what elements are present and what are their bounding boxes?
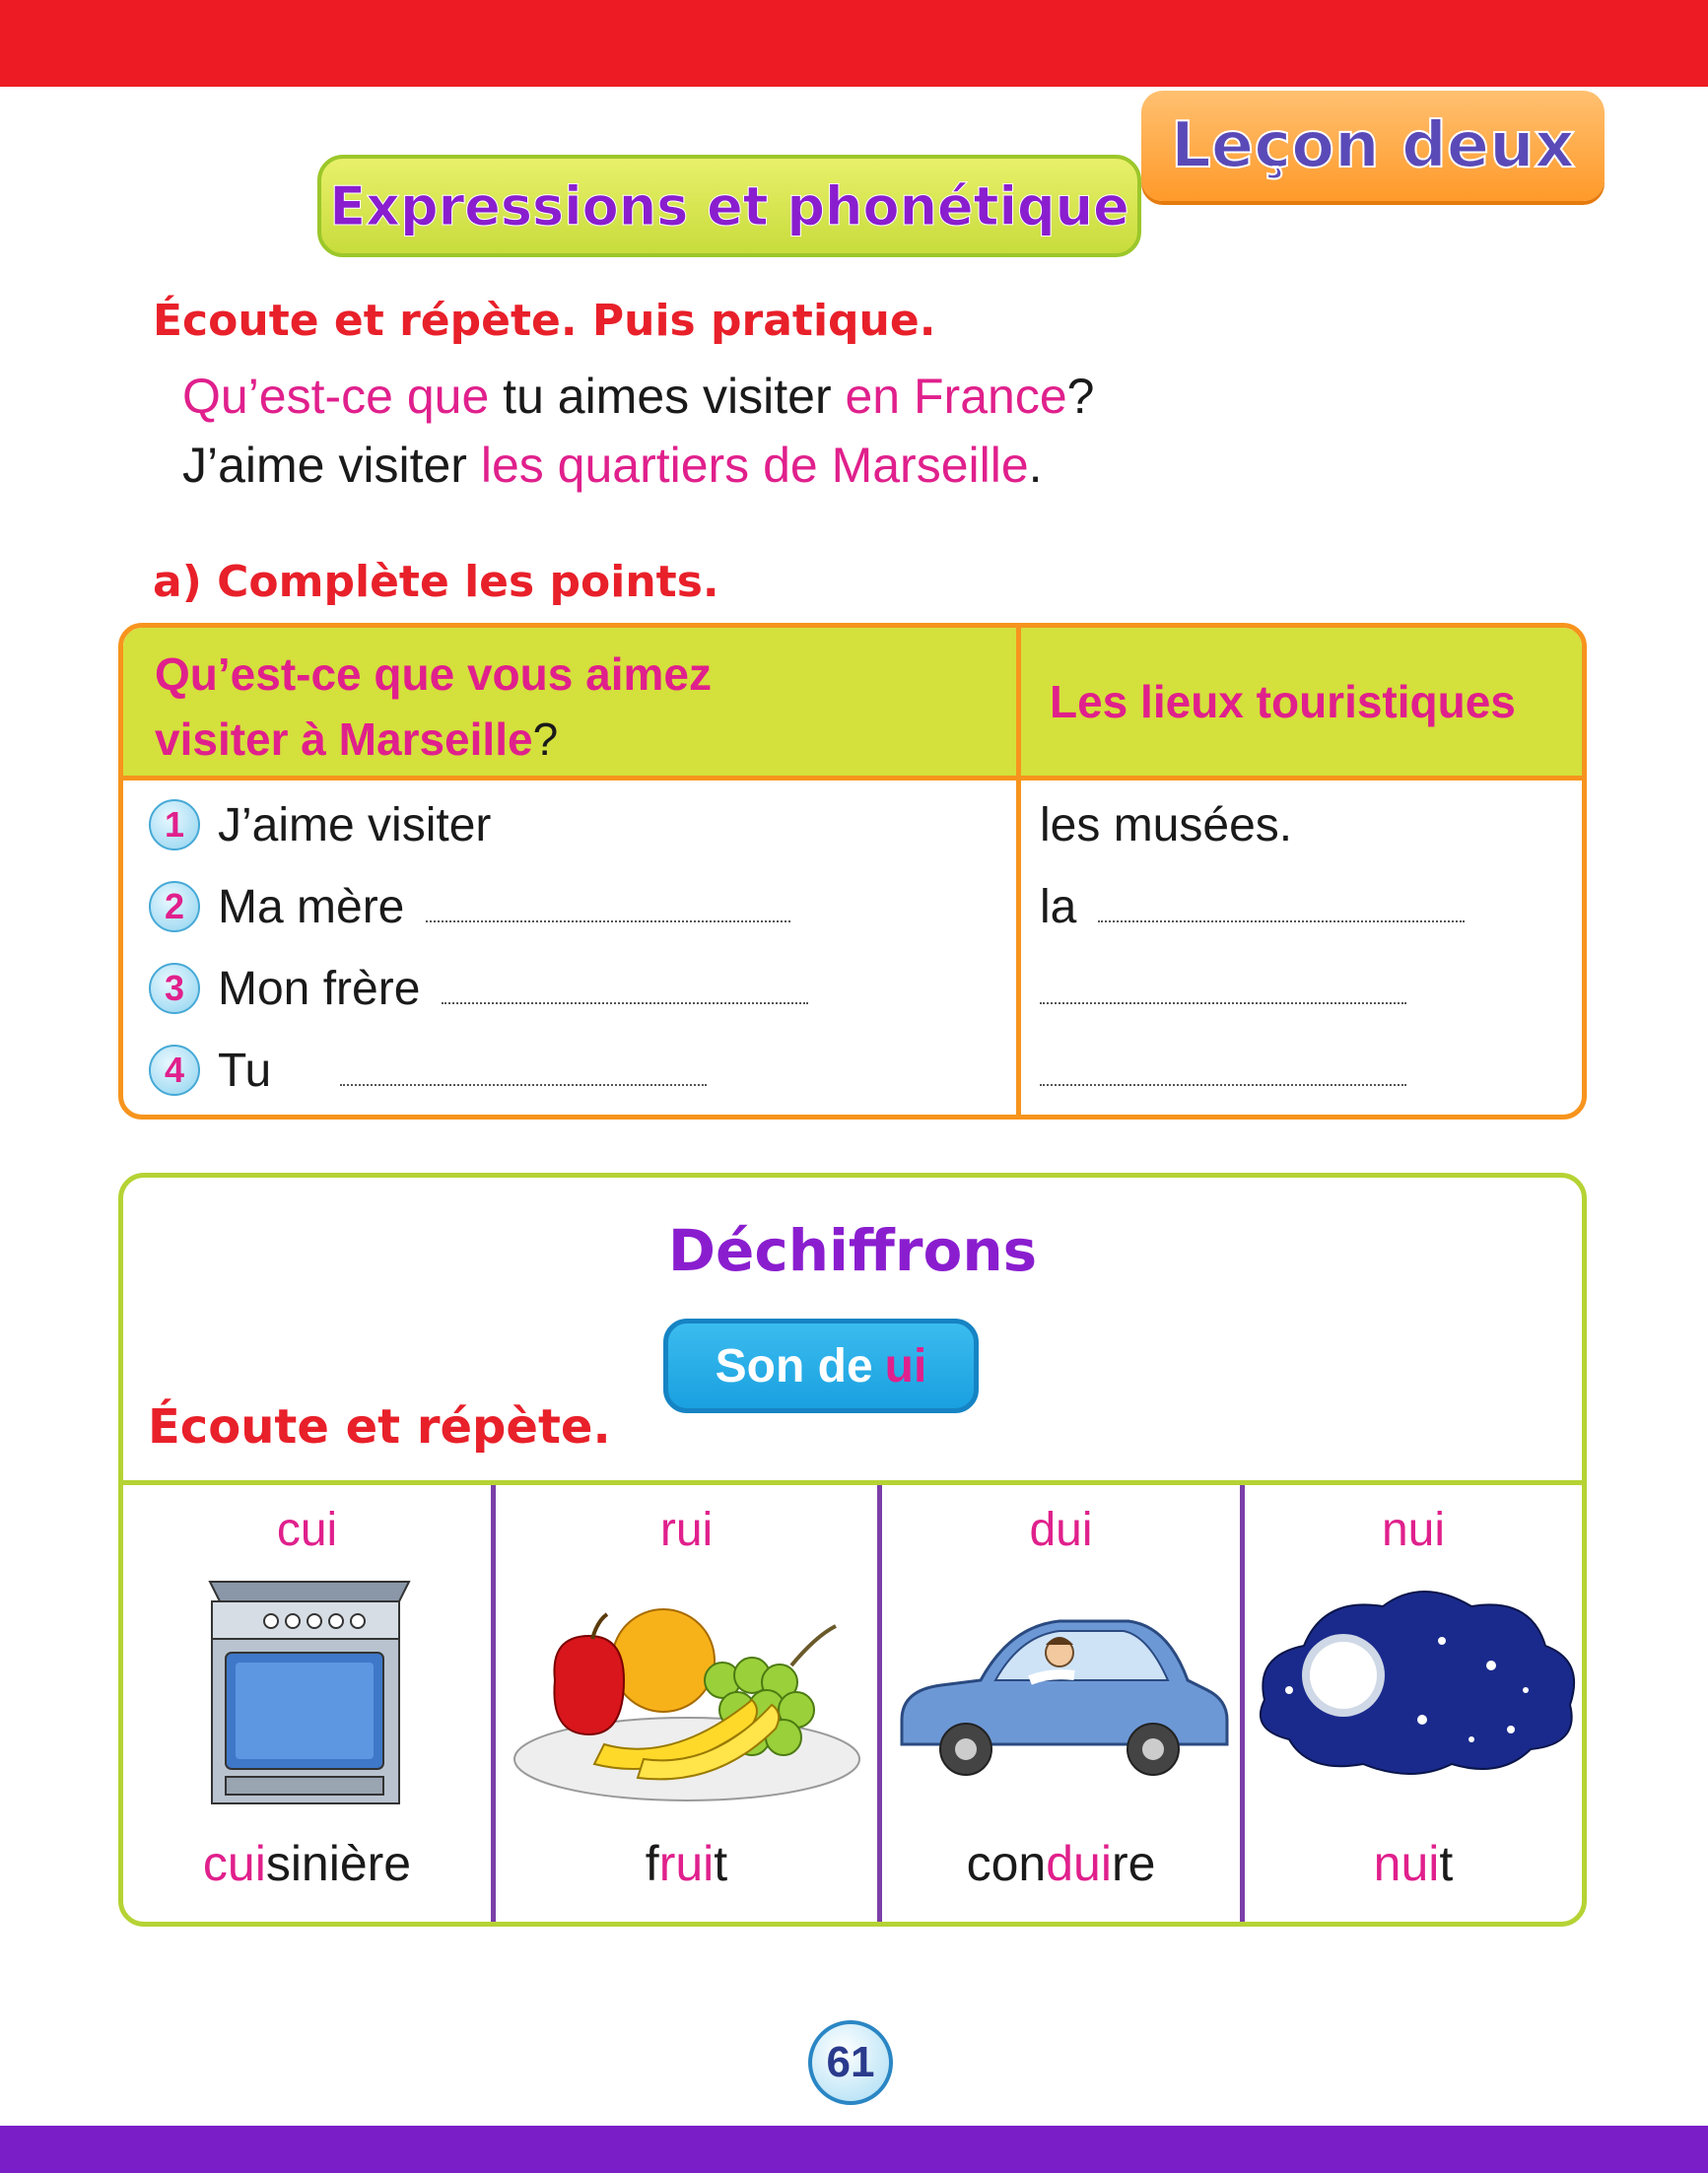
word-cell xyxy=(496,1485,877,1927)
fill-in-blank[interactable] xyxy=(1040,1054,1406,1086)
word-highlight: dui xyxy=(1046,1836,1112,1891)
example-word xyxy=(123,1835,491,1892)
dialog-a-part: les quartiers de Marseille xyxy=(480,438,1029,493)
row-left-text: J’aime visiter xyxy=(218,798,492,851)
bottom-color-bar xyxy=(0,2126,1708,2173)
row-left-text: Mon frère xyxy=(218,962,421,1015)
syllable: dui xyxy=(1029,1504,1093,1556)
dechiffrons-title: Déchiffrons xyxy=(667,1217,1038,1284)
dechiffrons-box xyxy=(118,1173,1587,1927)
stove-image xyxy=(123,1572,491,1808)
car-image xyxy=(882,1572,1240,1808)
row-right-cell xyxy=(1040,790,1292,859)
fill-in-blank[interactable] xyxy=(442,973,808,1004)
dialog-question xyxy=(182,368,1094,425)
exercise-row xyxy=(149,954,808,1023)
exercise-row xyxy=(149,1036,707,1105)
word-highlight: nui xyxy=(1373,1836,1440,1891)
exercise-row xyxy=(149,872,790,941)
row-right-cell xyxy=(1040,954,1406,1023)
page-number: 61 xyxy=(808,2020,893,2105)
header-places: Les lieux touristiques xyxy=(1050,676,1516,727)
row-right-cell xyxy=(1040,872,1465,941)
dialog-a-part: . xyxy=(1028,438,1043,493)
word-part: t xyxy=(714,1836,728,1891)
column-divider xyxy=(1016,628,1021,1115)
word-part: t xyxy=(1439,1836,1454,1891)
row-left-text: Tu xyxy=(218,1044,272,1097)
number-circle: 1 xyxy=(149,799,200,850)
top-color-bar xyxy=(0,0,1708,87)
exercise-table xyxy=(118,623,1587,1120)
exercise-row xyxy=(149,790,491,859)
fruit-plate-image xyxy=(496,1572,877,1808)
word-highlight: cui xyxy=(202,1836,266,1891)
word-part: re xyxy=(1111,1836,1156,1891)
night-cloud-image xyxy=(1245,1572,1582,1808)
word-cell xyxy=(123,1485,491,1927)
dialog-q-part: tu aimes visiter xyxy=(489,369,846,424)
syllable: rui xyxy=(659,1504,714,1556)
fill-in-blank[interactable] xyxy=(1098,891,1465,922)
dialog-q-part: Qu’est-ce que xyxy=(182,369,490,424)
example-word xyxy=(1245,1835,1582,1892)
dialog-q-part: en France xyxy=(845,369,1067,424)
header-question-text: visiter à Marseille xyxy=(155,713,533,765)
sound-label: Son de xyxy=(715,1339,873,1392)
lesson-badge: Leçon deux xyxy=(1141,91,1605,201)
dialog-a-part: J’aime visiter xyxy=(182,438,481,493)
header-question-line: Qu’est-ce que vous aimez xyxy=(155,648,712,700)
header-question-line2 xyxy=(155,707,1002,772)
row-left-text: Ma mère xyxy=(218,880,405,933)
dialog-q-part: ? xyxy=(1066,369,1095,424)
word-highlight: rui xyxy=(658,1836,715,1891)
syllable: nui xyxy=(1381,1504,1446,1556)
dialog-answer xyxy=(182,437,1043,494)
sound-badge xyxy=(663,1319,979,1413)
listen-instruction: Écoute et répète. Puis pratique. xyxy=(153,296,936,346)
listen-repeat-instruction: Écoute et répète. xyxy=(148,1399,611,1455)
number-circle: 3 xyxy=(149,963,200,1014)
word-part: sinière xyxy=(265,1836,412,1891)
word-cell xyxy=(1245,1485,1582,1927)
exercise-a-instruction: a) Complète les points. xyxy=(153,557,719,607)
header-question xyxy=(155,642,1002,772)
row-right-cell xyxy=(1040,1036,1406,1105)
section-title-badge: Expressions et phonétique xyxy=(317,155,1141,257)
word-part: con xyxy=(966,1836,1047,1891)
syllable: cui xyxy=(276,1504,338,1556)
number-circle: 2 xyxy=(149,881,200,932)
row-right-text: les musées. xyxy=(1040,798,1293,851)
fill-in-blank[interactable] xyxy=(340,1054,707,1086)
example-word xyxy=(496,1835,877,1892)
row-right-text: la xyxy=(1040,880,1077,933)
example-word xyxy=(882,1835,1240,1892)
header-question-mark: ? xyxy=(532,713,559,765)
sound-letters: ui xyxy=(884,1339,927,1392)
number-circle: 4 xyxy=(149,1045,200,1096)
fill-in-blank[interactable] xyxy=(1040,973,1406,1004)
word-part: f xyxy=(645,1836,659,1891)
fill-in-blank[interactable] xyxy=(426,891,790,922)
word-cell xyxy=(882,1485,1240,1927)
